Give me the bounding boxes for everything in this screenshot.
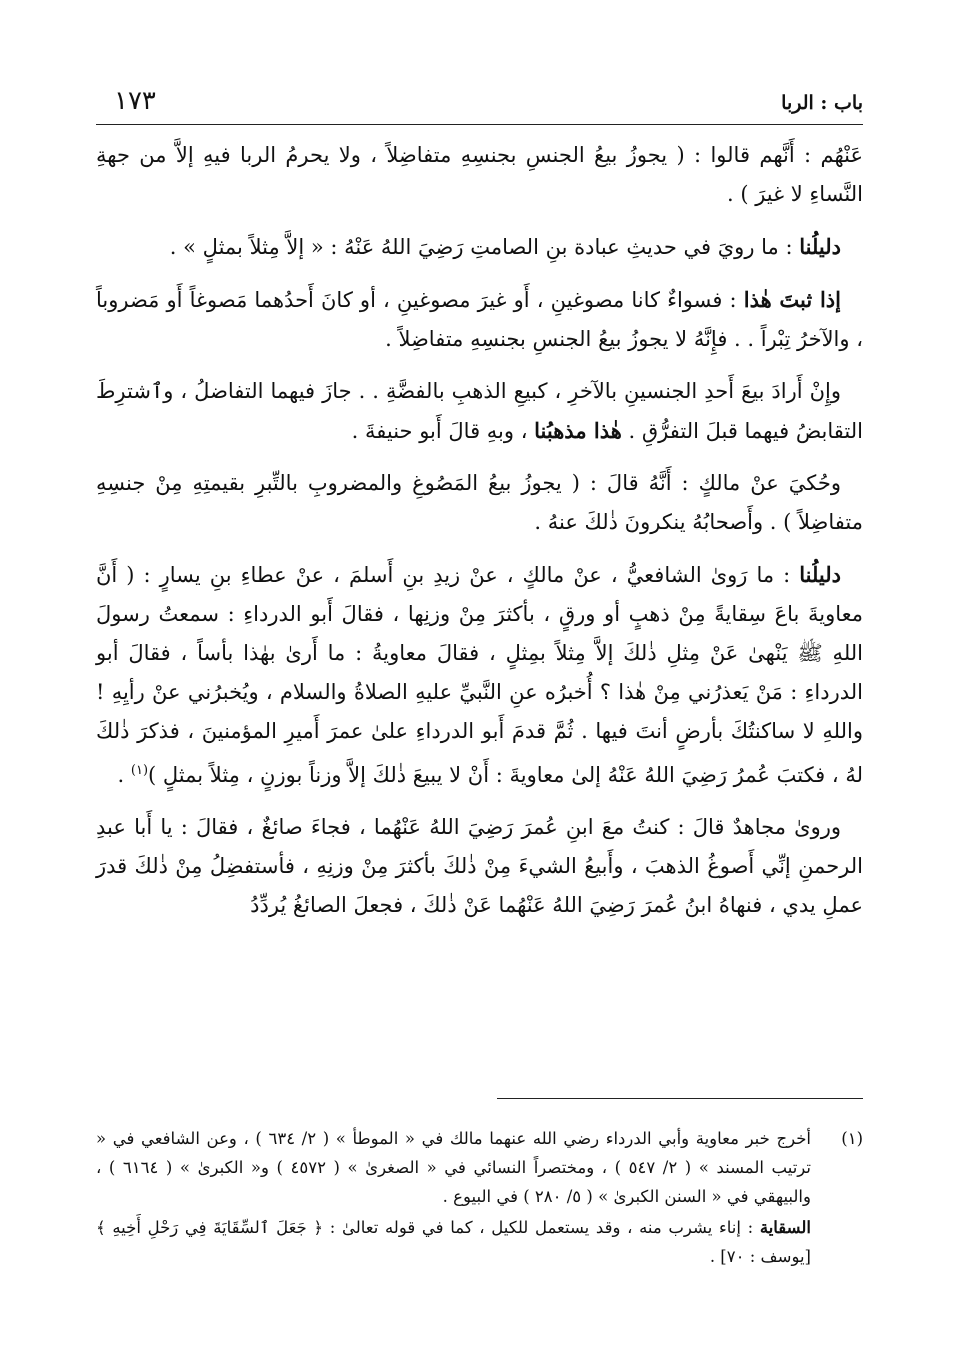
footnote-gloss-spacer bbox=[811, 1213, 863, 1271]
gloss-text: : إناء يشرب منه ، وقد يستعمل للكيل ، كما في قوله تعالىٰ : ﴿ جَعَلَ ٱلسِّقَايَةَ فِي رَحْلِ أَخِيهِ ﴾ [يوسف : ٧٠] . bbox=[96, 1218, 811, 1266]
paragraph-4 bbox=[96, 372, 863, 451]
paragraph-2-text: : ما رويَ في حديثِ عبادة بنِ الصامتِ رَضِيَ اللهُ عَنْهُ : « إلاَّ مِثلاً بمثلٍ » . bbox=[169, 235, 800, 259]
paragraph-5-text: وحُكيَ عنْ مالكٍ : أَنَّهُ قالَ : ( يجوزُ بيعُ المَصُوغِ والمضروبِ بالتِّبرِ بقيمتِهِ مِنْ جنسِهِ متفاضِلاً ) . وأَصحابُهُ ينكرونَ ذٰلكَ عنهُ . bbox=[96, 471, 863, 534]
paragraph-1 bbox=[96, 136, 863, 214]
paragraph-6 bbox=[96, 555, 863, 795]
footnote-divider bbox=[497, 1098, 863, 1099]
page-number: ١٧٣ bbox=[114, 86, 156, 116]
paragraph-4-text-a: وإِنْ أَرادَ بيعَ أَحدِ الجنسينِ بالآخرِ ، كبيعِ الذهبِ بالفضَّةِ . . جازَ فيهما التفاضلُ ، وٱشترِطَ التقابضُ فيهما قبلَ التفرُّقِ . bbox=[96, 379, 863, 443]
paragraph-7-text: وروىٰ مجاهدٌ قالَ : كنتُ معَ ابنِ عُمرَ رَضِيَ اللهُ عَنْهُما ، فجاءَ صائغٌ ، فقالَ : يا أَبا عبدِ الرحمنِ إنِّي أَصوغُ الذهبَ ، وأَبيعُ الشيءَ مِنْ ذٰلكَ بأكثرَ مِنْ وزنِهِ ، فأستفضِلُ مِنْ ذٰلكَ قدرَ عملِ يدي ، فنهاهُ ابنُ عُمرَ رَضِيَ اللهُ عَنْهُما عَنْ ذٰلكَ ، فجعلَ الصائغُ يُردِّدُ bbox=[96, 815, 863, 917]
main-text bbox=[96, 136, 863, 938]
chapter-title: باب : الربا bbox=[781, 92, 863, 114]
paragraph-6-end: . bbox=[117, 763, 131, 787]
paragraph-4-madhab: هٰذا مذهبُنا bbox=[534, 418, 622, 443]
paragraph-7 bbox=[96, 808, 863, 925]
footnote-gloss bbox=[96, 1213, 863, 1271]
page-header bbox=[96, 84, 863, 125]
paragraph-3-lead: إذا ثبتَ هٰذا bbox=[743, 287, 841, 312]
paragraph-3 bbox=[96, 280, 863, 359]
paragraph-6-lead: دليلُنا bbox=[799, 562, 841, 587]
paragraph-1-text: عَنْهُم : أَنَّهم قالوا : ( يجوزُ بيعُ الجنسِ بجنسِهِ متفاضِلاً ، ولا يحرمُ الربا فيهِ إلاَّ من جهةِ النَّساءِ لا غيرَ ) . bbox=[96, 143, 863, 206]
footnote-gloss-body bbox=[96, 1213, 811, 1271]
footnote-1-text: أخرج خبر معاوية وأبي الدرداء رضي الله عنهما مالك في « الموطأ » ( ٢/ ٦٣٤ ) ، وعن الشافعي في « ترتيب المسند » ( ٢/ ٥٤٧ ) ، ومختصراً النسائي في « الصغرىٰ » ( ٤٥٧٢ ) و« الكبرىٰ » ( ٦١٦٤ ) ، والبيهقي في « السنن الكبرىٰ » ( ٥/ ٢٨٠ ) في البيوع . bbox=[96, 1129, 811, 1206]
paragraph-2-lead: دليلُنا bbox=[799, 234, 841, 259]
footnotes bbox=[96, 1124, 863, 1271]
paragraph-4-text-b: ، وبهِ قالَ أَبو حنيفةَ . bbox=[351, 419, 535, 443]
footnote-1 bbox=[96, 1124, 863, 1211]
paragraph-6-text: : ما رَوىٰ الشافعيُّ ، عنْ مالكٍ ، عنْ زيدِ بنِ أَسلمَ ، عنْ عطاءِ بنِ يسارٍ : ( أَنَّ معاويةَ باعَ سِقايةً مِنْ ذهبٍ أو ورقٍ ، بأكثرَ مِنْ وزنِها ، فقالَ أَبو الدرداءِ : سمعتُ رسولَ اللهِ ﷺ يَنْهىٰ عَنْ مِثلِ ذٰلكَ إلاَّ مِثلاً بمِثلٍ ، فقالَ معاويةُ : ما أَرىٰ بهٰذا بأساً ، فقالَ أبو الدرداءِ : مَنْ يَعذرُني مِنْ هٰذا ؟ أُخبرُه عنِ النَّبيِّ عليهِ الصلاةُ والسلام ، ويُخبرُني عنْ رأيِهِ ! واللهِ لا ساكنتُكَ بأرضٍ أنتَ فيها . ثُمَّ قدمَ أَبو الدرداءِ علىٰ عمرَ أَميرِ المؤمنينَ ، فذكرَ ذٰلكَ لهُ ، فكتبَ عُمرُ رَضِيَ اللهُ عَنْهُ إلىٰ معاويةَ : أَنْ لا يبيعَ ذٰلكَ إلاَّ وزناً بوزنٍ ، مِثلاً بمثلٍ ) bbox=[96, 563, 863, 787]
paragraph-5 bbox=[96, 464, 863, 542]
footnote-reference[interactable]: (١) bbox=[130, 763, 149, 778]
paragraph-3-text: : فسواءٌ كانا مصوغينِ ، أَو غيرَ مصوغينِ ، أو كانَ أَحدُهما مَصوغاً أَو مَضروباً ، والآخرُ تِبْراً . . فإِنَّهُ لا يجوزُ بيعُ الجنسِ بجنسِهِ متفاضِلاً . bbox=[96, 288, 863, 351]
footnote-1-number: (١) bbox=[841, 1129, 863, 1148]
paragraph-2 bbox=[96, 227, 863, 267]
gloss-term: السقاية bbox=[759, 1218, 811, 1237]
